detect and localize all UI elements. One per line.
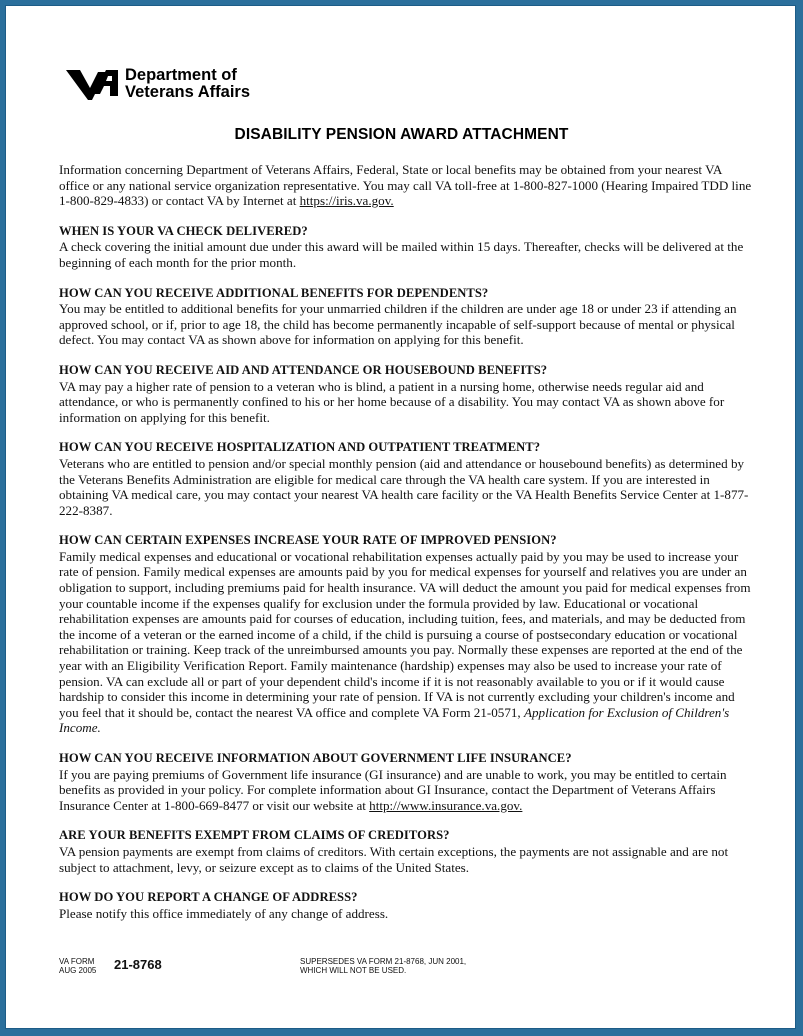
section-heading: ARE YOUR BENEFITS EXEMPT FROM CLAIMS OF CREDITORS? [59, 828, 450, 843]
supersedes-note [300, 957, 466, 975]
section-life-insurance [59, 751, 752, 813]
logo-line-2: Veterans Affairs [125, 83, 251, 101]
document-body [59, 162, 752, 936]
va-seal-icon [64, 66, 120, 102]
va-logo [64, 66, 250, 102]
section-check-delivery [59, 224, 752, 271]
section-text: VA may pay a higher rate of pension to a veteran who is blind, a patient in a nursing home, otherwise needs regular aid and attendance, or who is permanently confined to his or her home because of a disability. You may contact VA as shown above for information on applying for this benefit. [59, 378, 725, 425]
section-creditors [59, 828, 752, 875]
section-text: Please notify this office immediately of any change of address. [59, 905, 389, 921]
iris-link[interactable]: https://iris.va.gov. [299, 193, 394, 209]
section-heading: HOW CAN CERTAIN EXPENSES INCREASE YOUR RATE OF IMPROVED PENSION? [59, 533, 557, 548]
section-heading: HOW CAN YOU RECEIVE ADDITIONAL BENEFITS FOR DEPENDENTS? [59, 285, 489, 300]
form-label [59, 957, 96, 975]
section-address-change [59, 890, 752, 921]
expenses-text: Family medical expenses and educational or vocational rehabilitation expenses actually paid by you may be used to increase your rate of pension. Family medical expenses are amounts paid by you for medical expenses for yourself and relatives you are under an obligation to support, including premiums paid for health insurance. VA will deduct the amount you paid for medical expenses from your countable income if the expenses qualify for exclusion under the formula provided by law. Educational or vocational rehabilitation expenses are amounts paid for courses of education, including tuition, fees, and materials, and may be deducted from the income of a veteran or the earned income of a child, if the child is pursuing a course of postsecondary education or vocational rehabilitation or training. Keep track of the unreimbursed amounts you pay. Normally these expenses are reported at the end of the year with an Eligibility Verification Report. Family maintenance (hardship) expenses may also be used to increase your rate of pension. VA can exclude all or part of your dependent child's income if it is not reasonably available to you or if it would cause hardship to consider this income in determining your rate of pension. If VA is not currently excluding your children's income and you feel that it should be, contact the nearest VA office and complete VA Form 21-0571, [59, 548, 751, 720]
insurance-text: If you are paying premiums of Government life insurance (GI insurance) and are unable to work, you may be entitled to certain benefits as provided in your policy. For complete information about GI Insurance, contact the Department of Veterans Affairs Insurance Center at 1-800-669-8477 or visit our website at [59, 766, 727, 813]
supersedes-line-2: WHICH WILL NOT BE USED. [300, 966, 407, 975]
section-heading: HOW DO YOU REPORT A CHANGE OF ADDRESS? [59, 890, 358, 905]
section-dependents [59, 286, 752, 348]
section-heading: HOW CAN YOU RECEIVE AID AND ATTENDANCE OR HOUSEBOUND BENEFITS? [59, 362, 548, 377]
intro-paragraph [59, 162, 752, 209]
section-text: Veterans who are entitled to pension and/or special monthly pension (aid and attendance or housebound benefits) as determined by the Veterans Benefits Administration are eligible for medical care through the VA health care system. If you are interested in obtaining VA medical care, you may contact your nearest VA health care facility or the VA Health Benefits Service Center at 1-877-222-8387. [59, 455, 749, 518]
section-hospitalization [59, 440, 752, 518]
insurance-link[interactable]: http://www.insurance.va.gov. [369, 797, 523, 813]
supersedes-line-1: SUPERSEDES VA FORM 21-8768, JUN 2001, [300, 957, 467, 966]
page-title: DISABILITY PENSION AWARD ATTACHMENT [234, 126, 569, 143]
section-text [59, 549, 752, 736]
section-heading: WHEN IS YOUR VA CHECK DELIVERED? [59, 223, 308, 238]
logo-wordmark [125, 67, 250, 101]
document-page [5, 5, 796, 1029]
intro-text: Information concerning Department of Veterans Affairs, Federal, State or local benefits may be obtained from your nearest VA office or any national service organization representative. You may call VA toll-free at 1-800-827-1000 (Hearing Impaired TDD line 1-800-829-4833) or contact VA by Internet at [59, 162, 752, 209]
logo-line-1: Department of [125, 66, 237, 84]
form-footer [59, 957, 752, 987]
section-heading: HOW CAN YOU RECEIVE HOSPITALIZATION AND OUTPATIENT TREATMENT? [59, 440, 541, 455]
form-title-italic: Application for Exclusion of Children's Income. [59, 704, 730, 736]
section-heading: HOW CAN YOU RECEIVE INFORMATION ABOUT GOVERNMENT LIFE INSURANCE? [59, 751, 572, 765]
section-text: A check covering the initial amount due under this award will be mailed within 15 days. Thereafter, checks will be delivered at the beginning of each month for the prior month. [59, 239, 744, 270]
section-text: VA pension payments are exempt from claims of creditors. With certain exceptions, the payments are not assignable and are not subject to attachment, levy, or seizure except as to claims of the United States. [59, 843, 729, 875]
section-aid-attendance [59, 363, 752, 425]
form-label-line-1: VA FORM [59, 957, 95, 966]
form-label-line-2: AUG 2005 [59, 966, 97, 975]
section-expenses [59, 533, 752, 736]
form-number: 21-8768 [114, 957, 162, 972]
section-text: You may be entitled to additional benefits for your unmarried children if the children are under age 18 or under 23 if attending an approved school, or if, prior to age 18, the child has become permanently incapable of self-support because of mental or physical defect. You may contact VA as shown above for information on applying for this benefit. [59, 301, 737, 348]
section-text [59, 767, 752, 814]
